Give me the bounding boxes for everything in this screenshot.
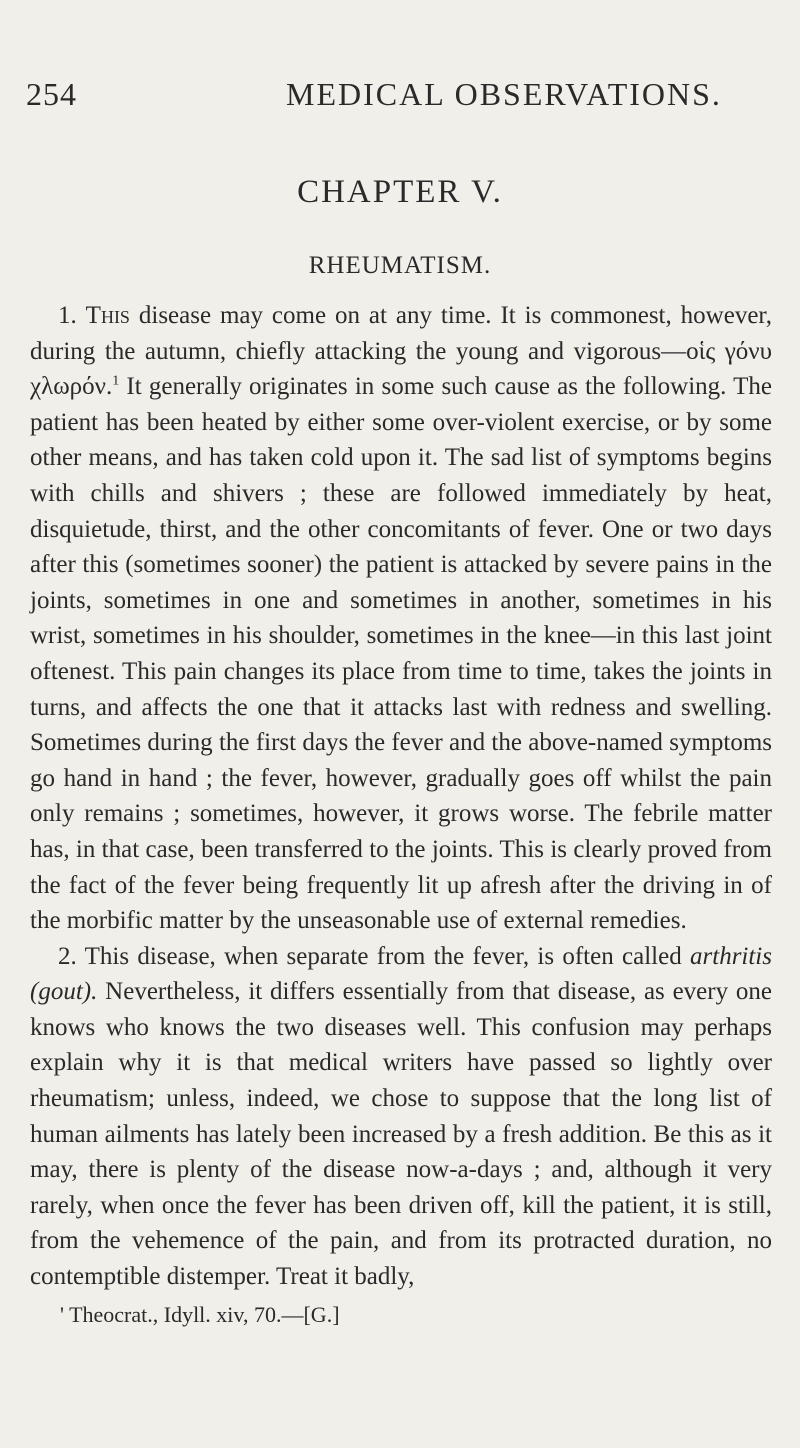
paragraph-number: 2. bbox=[58, 942, 77, 970]
footnote-mark: ' bbox=[60, 1302, 64, 1327]
lead-word: This bbox=[85, 302, 130, 329]
paragraph-1 bbox=[30, 298, 772, 939]
paragraph-text: It generally originates in some such cause as the following. The patient has been heated by either some over-violent exercise, or by some other means, and has taken cold upon it. The sad list of symptoms begins with chills and shivers ; these are followed immediately by heat, disquietude, thirst, and the other concomitants of fever. One or two days after this (sometimes sooner) the patient is attacked by severe pains in the joints, sometimes in one and sometimes in another, sometimes in his wrist, sometimes in his shoulder, sometimes in the knee—in this last joint oftenest. This pain changes its place from time to time, takes the joints in turns, and affects the one that it attacks last with redness and swelling. Sometimes during the first days the fever and the above-named symptoms go hand in hand ; the fever, however, gradually goes off whilst the pain only remains ; sometimes, however, it grows worse. The febrile matter has, in that case, been transferred to the joints. This is clearly proved from the fact of the fever being frequently lit up afresh after the driving in of the morbific matter by the unseasonable use of external remedies. bbox=[30, 373, 772, 935]
paragraph-text: This disease, when separate from the fever, is often called bbox=[76, 942, 691, 970]
running-head bbox=[26, 76, 774, 116]
chapter-subject: RHEUMATISM. bbox=[308, 252, 492, 279]
footnote bbox=[60, 1302, 340, 1328]
paragraph-number: 1. bbox=[58, 302, 77, 329]
paragraph-text: disease may come on at any time. It is commonest, however, during the autumn, chiefly attacking the young and vigorous— bbox=[30, 302, 772, 365]
body-text bbox=[30, 298, 772, 1295]
italic-term: arthritis (gout). bbox=[30, 942, 772, 1006]
page-number: 254 bbox=[26, 76, 77, 112]
greek-quote: οἱς γόνυ χλωρόν. bbox=[30, 337, 772, 401]
paragraph-text: Nevertheless, it differs essentially from that disease, as every one knows who knows the two diseases well. This confusion may perhaps explain why it is that medical writers have passed so lightly over rheumatism; unless, indeed, we chose to suppose that the long list of human ailments has lately been increased by a fresh addition. Be this as it may, there is plenty of the disease now-a-days ; and, although it very rarely, when once the fever has been driven off, kill the patient, it is still, from the vehemence of the pain, and from its protracted duration, no contemptible distemper. Treat it badly, bbox=[30, 978, 772, 1291]
footnote-text: Theocrat., Idyll. xiv, 70.—[G.] bbox=[63, 1302, 340, 1327]
footnote-ref: 1 bbox=[112, 373, 120, 389]
running-title: MEDICAL OBSERVATIONS. bbox=[286, 76, 722, 112]
chapter-heading: CHAPTER V. bbox=[297, 174, 503, 210]
paragraph-2 bbox=[30, 939, 772, 1295]
